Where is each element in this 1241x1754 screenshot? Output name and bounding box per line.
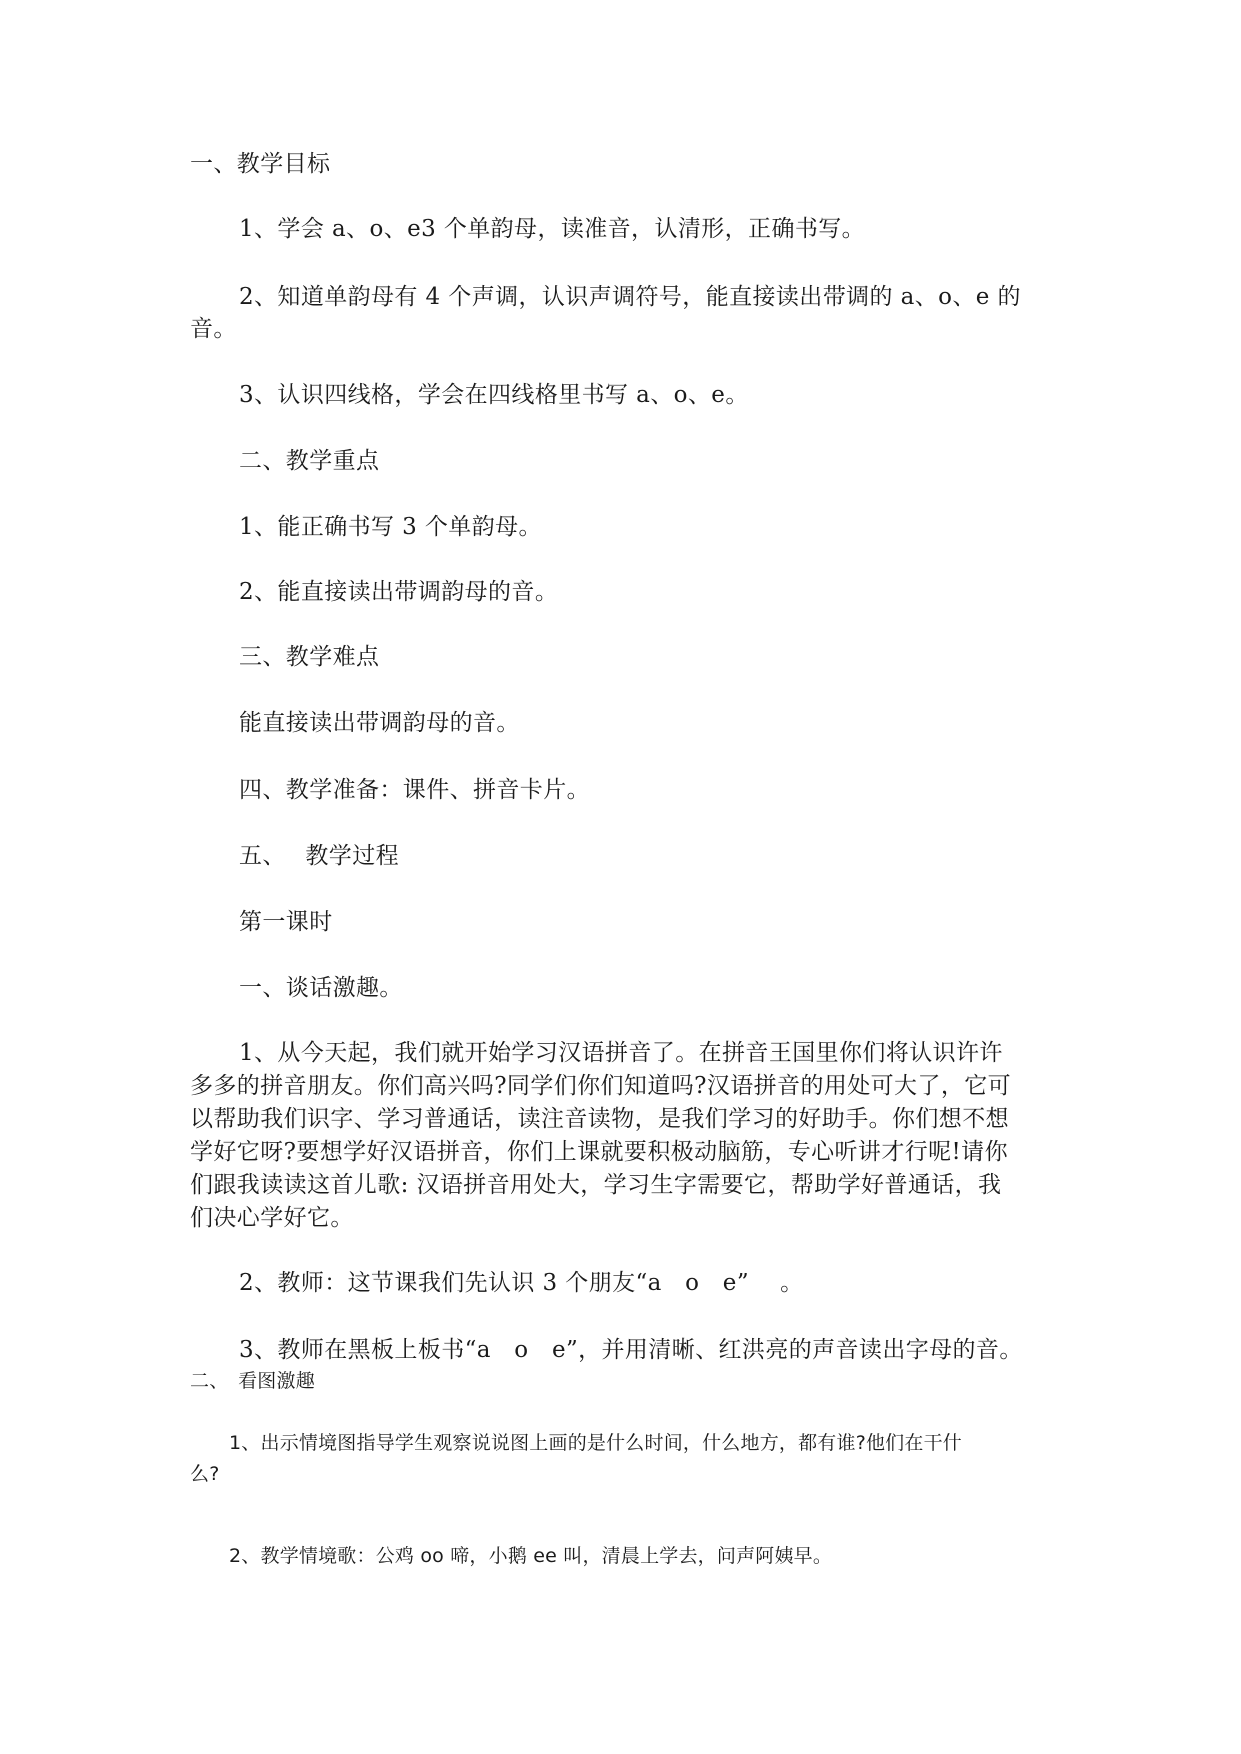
section-heading-process: 五、 教学过程 — [239, 843, 400, 869]
lesson-title: 第一课时 — [239, 909, 333, 935]
paragraph-line: 们决心学好它。 — [190, 1205, 354, 1231]
section-heading-difficulty: 三、教学难点 — [239, 644, 380, 670]
paragraph-line: 多多的拼音朋友。你们高兴吗?同学们你们知道吗?汉语拼音的用处可大了，它可 — [190, 1073, 1012, 1099]
section-heading-preparation: 四、教学准备：课件、拼音卡片。 — [239, 777, 590, 803]
section-heading-goals: 一、教学目标 — [190, 151, 331, 177]
goal-item-1: 1、学会 a、o、e3 个单韵母，读准音，认清形，正确书写。 — [239, 216, 866, 242]
picture-item-1-line-2: 么? — [190, 1463, 220, 1485]
paragraph-blackboard: 3、教师在黑板上板书“a o e”，并用清晰、红洪亮的声音读出字母的音。 — [239, 1337, 1023, 1363]
difficulty-text: 能直接读出带调韵母的音。 — [239, 710, 520, 736]
picture-item-2: 2、教学情境歌：公鸡 oo 啼，小鹅 ee 叫，清晨上学去，问声阿姨早。 — [229, 1545, 833, 1567]
goal-item-2-line-1: 2、知道单韵母有 4 个声调，认识声调符号，能直接读出带调的 a、o、e 的 — [239, 284, 1021, 310]
part-heading-picture: 二、 看图激趣 — [190, 1370, 315, 1392]
goal-item-2-line-2: 音。 — [190, 316, 237, 342]
part-heading-talk: 一、谈话激趣。 — [239, 975, 403, 1001]
section-heading-focus: 二、教学重点 — [239, 448, 380, 474]
goal-item-3: 3、认识四线格，学会在四线格里书写 a、o、e。 — [239, 382, 749, 408]
paragraph-line: 以帮助我们识字、学习普通话，读注音读物，是我们学习的好助手。你们想不想 — [190, 1106, 1009, 1132]
paragraph-line: 们跟我读读这首儿歌: 汉语拼音用处大，学习生字需要它，帮助学好普通话，我 — [190, 1172, 1002, 1198]
paragraph-line: 学好它呀?要想学好汉语拼音，你们上课就要积极动脑筋，专心听讲才行呢!请你 — [190, 1139, 1008, 1165]
paragraph-line: 1、从今天起，我们就开始学习汉语拼音了。在拼音王国里你们将认识许许 — [239, 1040, 1003, 1066]
picture-item-1-line-1: 1、出示情境图指导学生观察说说图上画的是什么时间，什么地方，都有谁?他们在干什 — [229, 1432, 962, 1454]
paragraph-teacher: 2、教师：这节课我们先认识 3 个朋友“a o e” 。 — [239, 1270, 804, 1296]
focus-item-1: 1、能正确书写 3 个单韵母。 — [239, 514, 542, 540]
focus-item-2: 2、能直接读出带调韵母的音。 — [239, 579, 559, 605]
